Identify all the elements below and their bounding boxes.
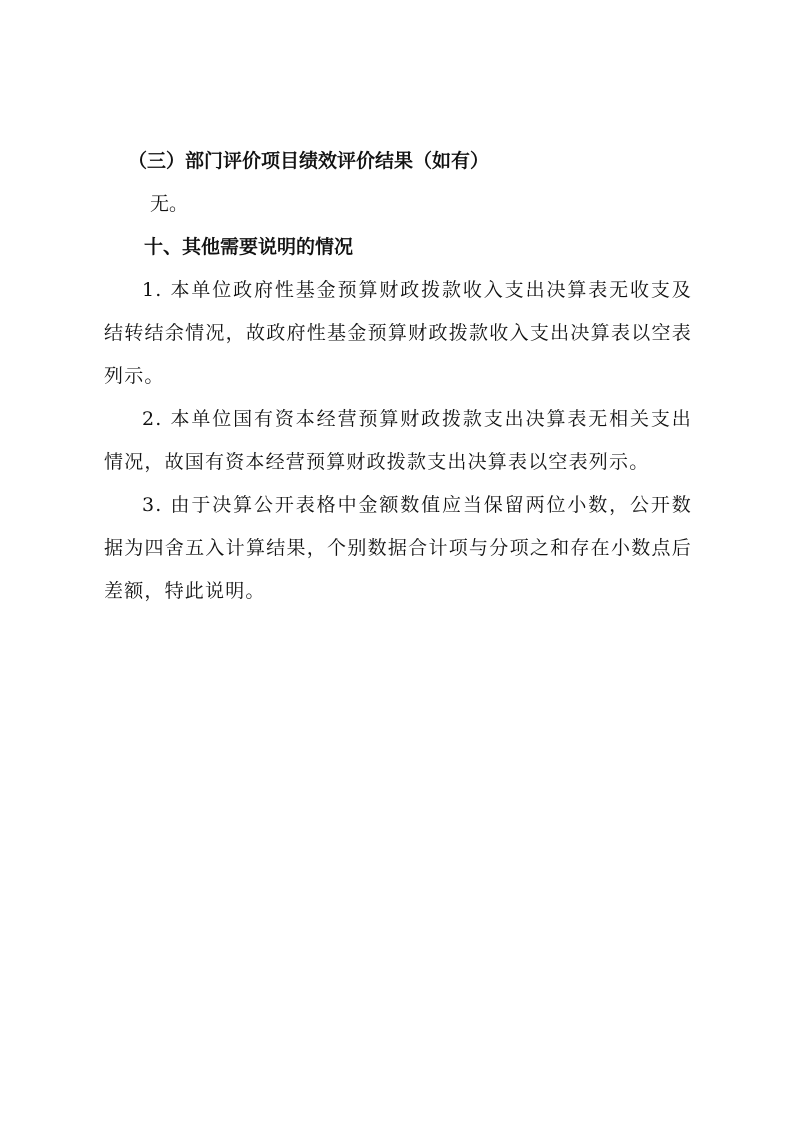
section-10-heading: 十、其他需要说明的情况 xyxy=(144,236,354,258)
note-item-1: 1. 本单位政府性基金预算财政拨款收入支出决算表无收支及结转结余情况，故政府性基金预算财政拨款收入支出决算表以空表列示。 xyxy=(104,279,692,387)
section-3-body: 无。 xyxy=(150,193,189,215)
note-item-2: 2. 本单位国有资本经营预算财政拨款支出决算表无相关支出情况，故国有资本经营预算财政拨款支出决算表以空表列示。 xyxy=(104,408,692,473)
document-content xyxy=(104,140,692,613)
note-item-3: 3. 由于决算公开表格中金额数值应当保留两位小数，公开数据为四舍五入计算结果，个别数据合计项与分项之和存在小数点后差额，特此说明。 xyxy=(104,494,692,602)
section-3-heading: （三）部门评价项目绩效评价结果（如有） xyxy=(128,150,490,172)
